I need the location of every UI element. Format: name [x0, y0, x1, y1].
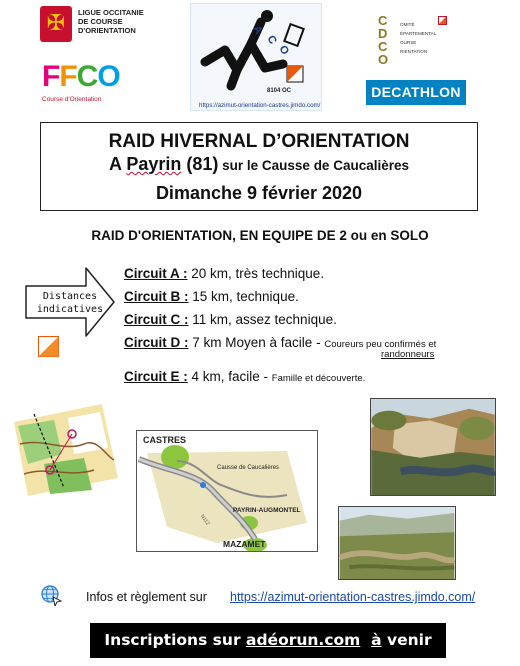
aco-club-logo — [190, 3, 322, 111]
orienteering-map-image — [14, 404, 118, 496]
event-format: RAID D'ORIENTATION, EN EQUIPE DE 2 ou en SOLO — [91, 228, 429, 243]
cdco-logo — [378, 14, 458, 72]
distances-label: Distances indicatives — [36, 291, 104, 315]
ligue-occitanie-logo — [40, 6, 144, 48]
ffco-letters: FFCO — [42, 60, 120, 93]
club-website-link[interactable]: https://azimut-orientation-castres.jimdo.com/ — [230, 590, 476, 604]
event-location: A Payrin (81) sur le Causse de Caucalières — [109, 154, 409, 174]
cdco-text: OMITÉ ÉPARTEMENTAL OURSE RIENTATION — [400, 22, 437, 54]
access-map-image — [136, 430, 318, 552]
aco-club-url: https://azimut-orientation-castres.jimdo.com/ — [199, 102, 321, 109]
circuit-b: Circuit B : 15 km, technique. — [124, 289, 299, 304]
event-title: RAID HIVERNAL D’ORIENTATION — [108, 131, 410, 152]
map-label-castres: CASTRES — [143, 435, 187, 445]
ligue-occitanie-text: LIGUE OCCITANIE DE COURSE D'ORIENTATION — [78, 8, 144, 35]
runner-icon — [191, 4, 323, 112]
circuit-c: Circuit C : 11 km, assez technique. — [124, 312, 337, 327]
map-label-road: N112 — [199, 513, 211, 527]
circuit-e: Circuit E : 4 km, facile - Famille et découverte. — [124, 369, 366, 384]
svg-text:O: O — [276, 43, 292, 57]
cliff-photo — [370, 398, 496, 496]
orienteering-flag-icon — [38, 336, 59, 357]
circuit-a: Circuit A : 20 km, très technique. — [124, 266, 325, 281]
aco-club-code: 8104 OC — [267, 88, 292, 94]
occitan-cross-icon: ✠ — [40, 6, 72, 42]
ffco-logo — [40, 58, 120, 110]
valley-photo — [338, 506, 456, 580]
registration-site: adéorun.com — [246, 631, 361, 649]
svg-text:A: A — [250, 23, 265, 37]
decathlon-logo: DECATHLON — [366, 80, 466, 105]
info-label: Infos et règlement sur — [86, 590, 207, 604]
orienteering-flag-icon — [438, 16, 447, 25]
cdco-letters: C D C O — [378, 13, 389, 67]
circuit-list — [124, 266, 514, 392]
title-box — [40, 122, 478, 211]
map-label-causse: Causse de Caucalières — [217, 465, 280, 471]
map-label-payrin: PAYRIN-AUGMONTEL — [233, 507, 301, 514]
map-label-mazamet: MAZAMET — [223, 539, 266, 549]
globe-icon — [40, 584, 62, 606]
circuit-d: Circuit D : 7 km Moyen à facile - Coureurs peu confirmés et randonneurs — [124, 335, 437, 360]
location-town: Payrin — [126, 154, 182, 174]
ffco-subtitle: Course d'Orientation — [42, 96, 102, 103]
svg-text:C: C — [264, 33, 279, 47]
event-date: Dimanche 9 février 2020 — [155, 183, 363, 203]
registration-banner: Inscriptions sur adéorun.com à venir — [90, 623, 446, 658]
